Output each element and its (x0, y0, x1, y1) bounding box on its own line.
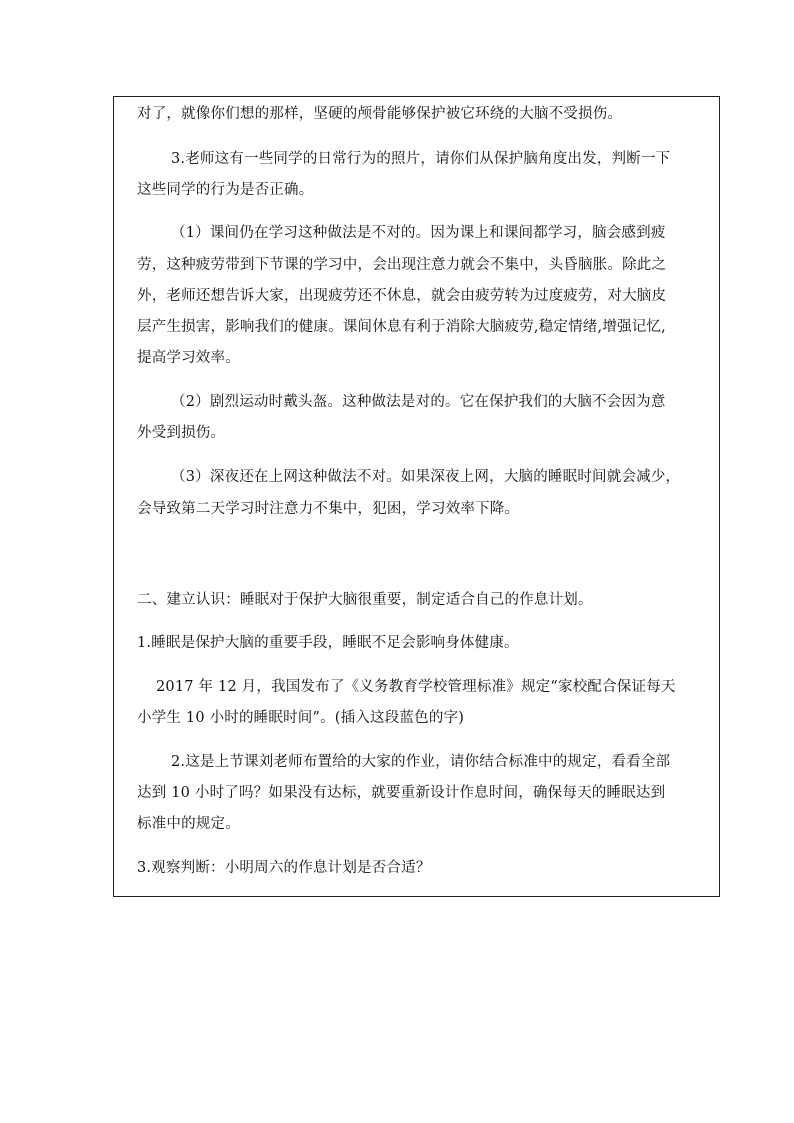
text-line: 对了，就像你们想的那样，坚硬的颅骨能够保护被它环绕的大脑不受损伤。 (137, 106, 623, 122)
text-line: 达到 10 小时了吗？如果没有达标，就要重新设计作息时间，确保每天的睡眠达到 (137, 785, 666, 801)
text-line: 层产生损害，影响我们的健康。课间休息有利于消除大脑疲劳,稳定情绪,增强记忆, (137, 319, 666, 335)
text-line: 提高学习效率。 (137, 350, 240, 366)
text-line: 1.睡眠是保护大脑的重要手段，睡眠不足会影响身体健康。 (137, 635, 519, 651)
text-line: 小学生 10 小时的睡眠时间”。(插入这段蓝色的字) (137, 710, 465, 726)
text-line: 2.这是上节课刘老师布置给的大家的作业，请你结合标准中的规定，看看全部 (171, 754, 671, 770)
text-line: （2）剧烈运动时戴头盔。这种做法是对的。它在保护我们的大脑不会因为意 (171, 394, 666, 410)
text-line: 3.观察判断：小明周六的作息计划是否合适？ (137, 860, 431, 876)
text-line: 这些同学的行为是否正确。 (137, 182, 314, 198)
text-line: 劳，这种疲劳带到下节课的学习中，会出现注意力就会不集中，头昏脑胀。除此之 (137, 257, 667, 273)
text-line: 标准中的规定。 (137, 816, 240, 832)
text-line: 外受到损伤。 (137, 425, 226, 441)
text-line: 外，老师还想告诉大家，出现疲劳还不休息，就会由疲劳转为过度疲劳，对大脑皮 (137, 288, 667, 304)
section-heading: 二、建立认识：睡眠对于保护大脑很重要，制定适合自己的作息计划。 (137, 592, 593, 608)
text-line: 3.老师这有一些同学的日常行为的照片，请你们从保护脑角度出发，判断一下 (171, 151, 671, 167)
content-table-cell (113, 96, 720, 897)
text-line: 会导致第二天学习时注意力不集中，犯困，学习效率下降。 (137, 501, 520, 517)
text-line: （1）课间仍在学习这种做法是不对的。因为课上和课间都学习，脑会感到疲 (171, 225, 666, 241)
text-line: 2017 年 12 月，我国发布了《义务教育学校管理标准》规定“家校配合保证每天 (156, 679, 676, 695)
text-line: （3）深夜还在上网这种做法不对。如果深夜上网，大脑的睡眠时间就会减少， (171, 469, 681, 485)
